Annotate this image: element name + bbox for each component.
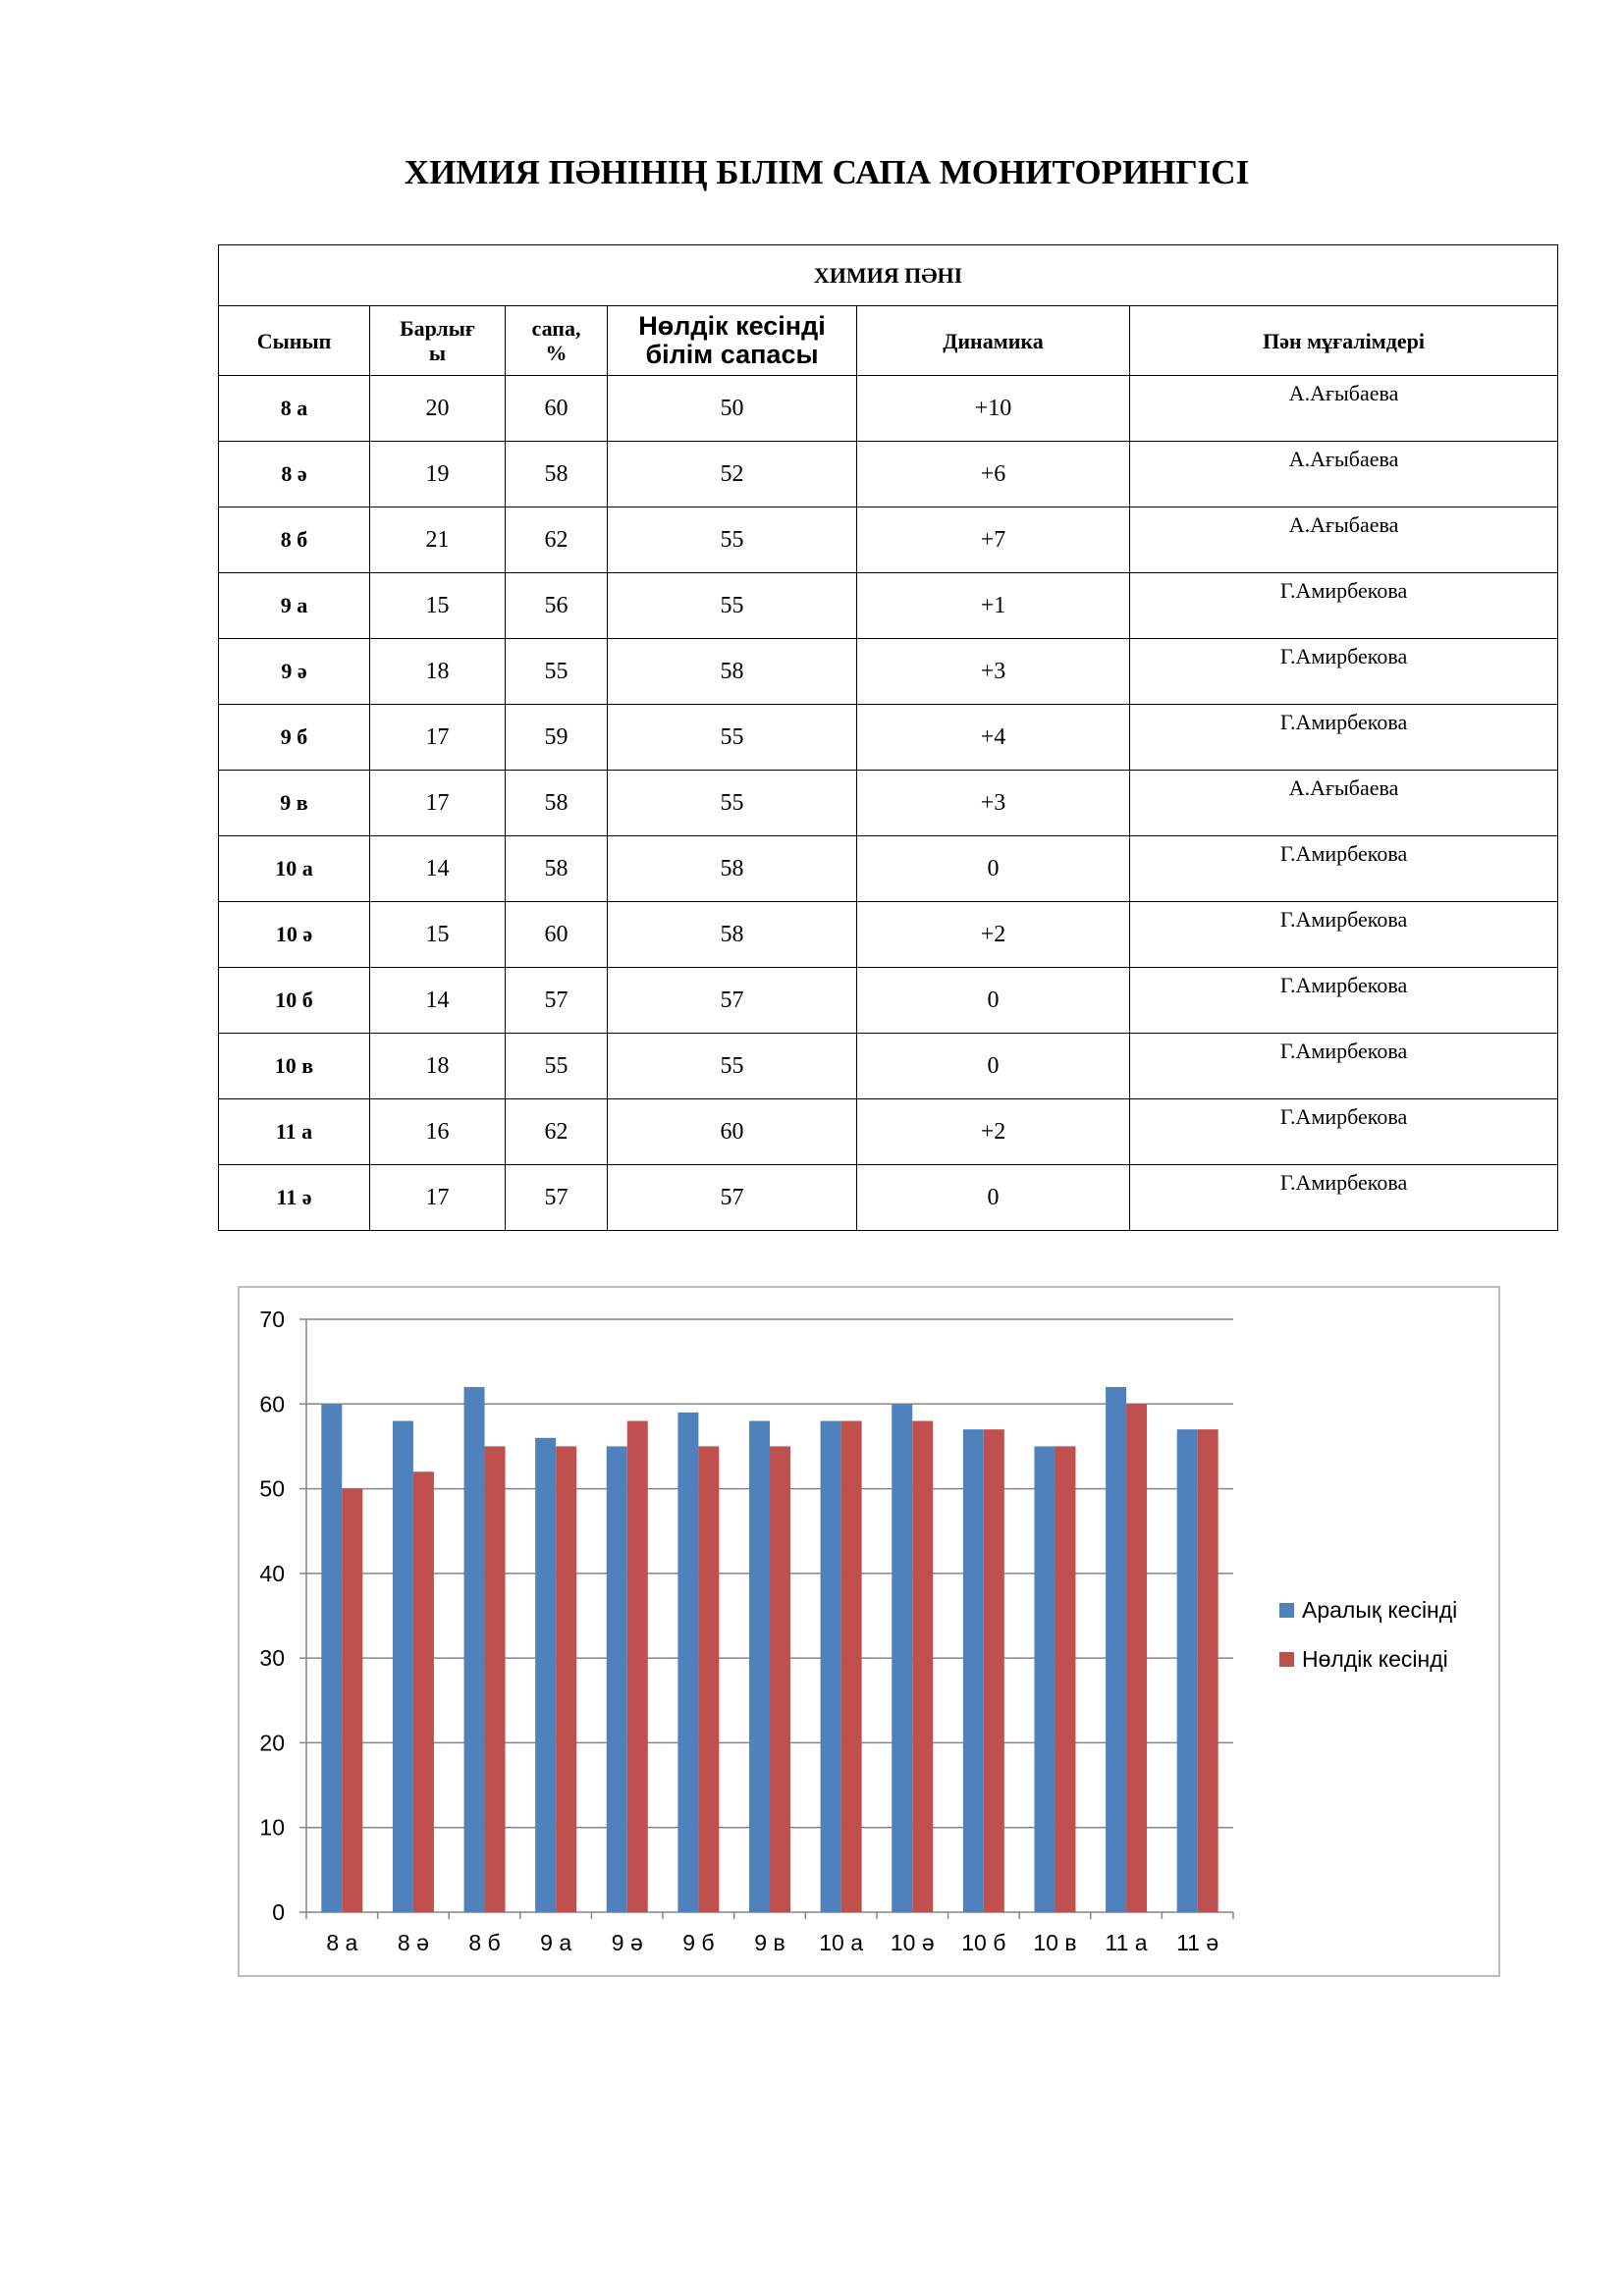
- bar-zero: [984, 1429, 1004, 1912]
- row-dynamics: +4: [857, 705, 1130, 771]
- row-class: 10 ә: [219, 902, 370, 968]
- row-total: 20: [370, 376, 506, 442]
- x-tick-label: 8 а: [326, 1930, 358, 1955]
- y-tick-label: 20: [259, 1730, 285, 1756]
- row-teacher: А.Ағыбаева: [1130, 771, 1558, 836]
- bar-zero: [1198, 1429, 1218, 1912]
- table-row: [219, 507, 1558, 573]
- row-teacher: Г.Амирбекова: [1130, 1165, 1558, 1231]
- bar-interim: [393, 1421, 413, 1912]
- row-total: 15: [370, 573, 506, 639]
- x-tick-label: 9 в: [754, 1930, 785, 1955]
- row-teacher: А.Ағыбаева: [1130, 507, 1558, 573]
- bar-interim: [1177, 1429, 1198, 1912]
- row-class: 11 ә: [219, 1165, 370, 1231]
- row-total: 17: [370, 771, 506, 836]
- table-row: [219, 1034, 1558, 1099]
- bar-chart: [240, 1288, 1498, 1975]
- legend-swatch: [1279, 1603, 1294, 1618]
- table-row: [219, 573, 1558, 639]
- row-dynamics: 0: [857, 1165, 1130, 1231]
- row-quality: 60: [506, 376, 608, 442]
- row-zero-quality: 55: [608, 573, 857, 639]
- bar-interim: [464, 1387, 485, 1912]
- row-teacher: Г.Амирбекова: [1130, 1099, 1558, 1165]
- row-total: 14: [370, 968, 506, 1034]
- row-class: 10 а: [219, 836, 370, 902]
- row-teacher: Г.Амирбекова: [1130, 573, 1558, 639]
- bar-zero: [1055, 1446, 1075, 1912]
- row-zero-quality: 58: [608, 902, 857, 968]
- legend-swatch: [1279, 1652, 1294, 1667]
- bar-zero: [1126, 1404, 1147, 1912]
- table-row: [219, 836, 1558, 902]
- bar-interim: [607, 1446, 627, 1912]
- row-total: 15: [370, 902, 506, 968]
- row-quality: 58: [506, 442, 608, 507]
- x-tick-label: 8 ә: [397, 1930, 429, 1955]
- x-tick-label: 10 в: [1033, 1930, 1077, 1955]
- row-zero-quality: 58: [608, 639, 857, 705]
- row-teacher: А.Ағыбаева: [1130, 442, 1558, 507]
- header-zero-quality: Нөлдік кесінді білім сапасы: [608, 306, 857, 376]
- x-tick-label: 9 б: [682, 1930, 715, 1955]
- row-class: 8 б: [219, 507, 370, 573]
- row-class: 10 б: [219, 968, 370, 1034]
- row-teacher: Г.Амирбекова: [1130, 836, 1558, 902]
- row-dynamics: +3: [857, 771, 1130, 836]
- row-total: 21: [370, 507, 506, 573]
- row-total: 17: [370, 705, 506, 771]
- row-quality: 55: [506, 1034, 608, 1099]
- table-row: [219, 1099, 1558, 1165]
- bar-zero: [485, 1446, 506, 1912]
- row-dynamics: 0: [857, 968, 1130, 1034]
- row-zero-quality: 55: [608, 771, 857, 836]
- legend-label: Аралық кесінді: [1302, 1597, 1458, 1623]
- bar-interim: [963, 1429, 984, 1912]
- bar-zero: [627, 1421, 648, 1912]
- row-zero-quality: 52: [608, 442, 857, 507]
- chart-frame: [238, 1286, 1500, 1977]
- row-teacher: Г.Амирбекова: [1130, 639, 1558, 705]
- legend-label: Нөлдік кесінді: [1302, 1646, 1448, 1672]
- header-class: Сынып: [219, 306, 370, 376]
- row-quality: 60: [506, 902, 608, 968]
- page-title: ХИМИЯ ПӘНІНІҢ БІЛІМ САПА МОНИТОРИНГІСІ: [404, 153, 1250, 191]
- row-dynamics: +1: [857, 573, 1130, 639]
- y-tick-label: 10: [259, 1814, 285, 1841]
- row-dynamics: +3: [857, 639, 1130, 705]
- row-total: 17: [370, 1165, 506, 1231]
- bar-interim: [321, 1404, 342, 1912]
- x-tick-label: 8 б: [468, 1930, 501, 1955]
- table-row: [219, 968, 1558, 1034]
- row-dynamics: +6: [857, 442, 1130, 507]
- bar-zero: [912, 1421, 933, 1912]
- bar-interim: [677, 1413, 698, 1912]
- row-zero-quality: 60: [608, 1099, 857, 1165]
- row-quality: 58: [506, 836, 608, 902]
- row-quality: 56: [506, 573, 608, 639]
- row-class: 9 в: [219, 771, 370, 836]
- row-quality: 55: [506, 639, 608, 705]
- row-dynamics: 0: [857, 1034, 1130, 1099]
- table-row: [219, 902, 1558, 968]
- row-dynamics: +2: [857, 902, 1130, 968]
- monitoring-table: [218, 244, 1558, 1231]
- row-quality: 62: [506, 1099, 608, 1165]
- bar-interim: [892, 1404, 912, 1912]
- row-class: 8 а: [219, 376, 370, 442]
- bar-interim: [1034, 1446, 1055, 1912]
- row-quality: 57: [506, 1165, 608, 1231]
- header-total: Барлығ ы: [370, 306, 506, 376]
- row-quality: 58: [506, 771, 608, 836]
- y-tick-label: 0: [272, 1899, 285, 1925]
- row-class: 8 ә: [219, 442, 370, 507]
- row-dynamics: +10: [857, 376, 1130, 442]
- x-tick-label: 10 а: [819, 1930, 863, 1955]
- y-tick-label: 40: [259, 1560, 285, 1586]
- row-class: 9 ә: [219, 639, 370, 705]
- x-tick-label: 9 а: [540, 1930, 572, 1955]
- row-quality: 57: [506, 968, 608, 1034]
- table-row: [219, 376, 1558, 442]
- y-tick-label: 60: [259, 1391, 285, 1417]
- row-class: 10 в: [219, 1034, 370, 1099]
- x-tick-label: 11 ә: [1176, 1930, 1219, 1955]
- row-teacher: Г.Амирбекова: [1130, 1034, 1558, 1099]
- row-zero-quality: 58: [608, 836, 857, 902]
- bar-interim: [749, 1421, 770, 1912]
- header-teachers: Пән мұғалімдері: [1130, 306, 1558, 376]
- header-quality: сапа, %: [506, 306, 608, 376]
- row-zero-quality: 55: [608, 705, 857, 771]
- row-zero-quality: 55: [608, 1034, 857, 1099]
- row-total: 14: [370, 836, 506, 902]
- row-quality: 59: [506, 705, 608, 771]
- row-total: 16: [370, 1099, 506, 1165]
- bar-zero: [841, 1421, 862, 1912]
- row-teacher: А.Ағыбаева: [1130, 376, 1558, 442]
- row-quality: 62: [506, 507, 608, 573]
- bar-interim: [1106, 1387, 1126, 1912]
- row-teacher: Г.Амирбекова: [1130, 902, 1558, 968]
- table-row: [219, 705, 1558, 771]
- row-dynamics: +7: [857, 507, 1130, 573]
- x-tick-label: 10 б: [961, 1930, 1006, 1955]
- row-class: 11 а: [219, 1099, 370, 1165]
- row-zero-quality: 55: [608, 507, 857, 573]
- x-tick-label: 11 а: [1105, 1930, 1148, 1955]
- bar-zero: [413, 1471, 434, 1912]
- bar-zero: [342, 1489, 362, 1912]
- table-row: [219, 639, 1558, 705]
- bar-interim: [821, 1421, 841, 1912]
- table-row: [219, 771, 1558, 836]
- row-total: 18: [370, 1034, 506, 1099]
- y-tick-label: 70: [259, 1307, 285, 1332]
- row-zero-quality: 57: [608, 968, 857, 1034]
- bar-zero: [698, 1446, 719, 1912]
- row-total: 19: [370, 442, 506, 507]
- bar-zero: [770, 1446, 790, 1912]
- row-class: 9 а: [219, 573, 370, 639]
- header-dynamics: Динамика: [857, 306, 1130, 376]
- row-dynamics: 0: [857, 836, 1130, 902]
- x-tick-label: 10 ә: [890, 1930, 935, 1955]
- y-tick-label: 50: [259, 1475, 285, 1502]
- x-tick-label: 9 ә: [611, 1930, 643, 1955]
- row-dynamics: +2: [857, 1099, 1130, 1165]
- y-tick-label: 30: [259, 1645, 285, 1672]
- table-row: [219, 442, 1558, 507]
- row-teacher: Г.Амирбекова: [1130, 705, 1558, 771]
- bar-zero: [556, 1446, 576, 1912]
- bar-interim: [535, 1438, 556, 1912]
- row-total: 18: [370, 639, 506, 705]
- row-class: 9 б: [219, 705, 370, 771]
- row-teacher: Г.Амирбекова: [1130, 968, 1558, 1034]
- row-zero-quality: 57: [608, 1165, 857, 1231]
- row-zero-quality: 50: [608, 376, 857, 442]
- table-row: [219, 1165, 1558, 1231]
- table-caption: ХИМИЯ ПӘНІ: [219, 245, 1558, 306]
